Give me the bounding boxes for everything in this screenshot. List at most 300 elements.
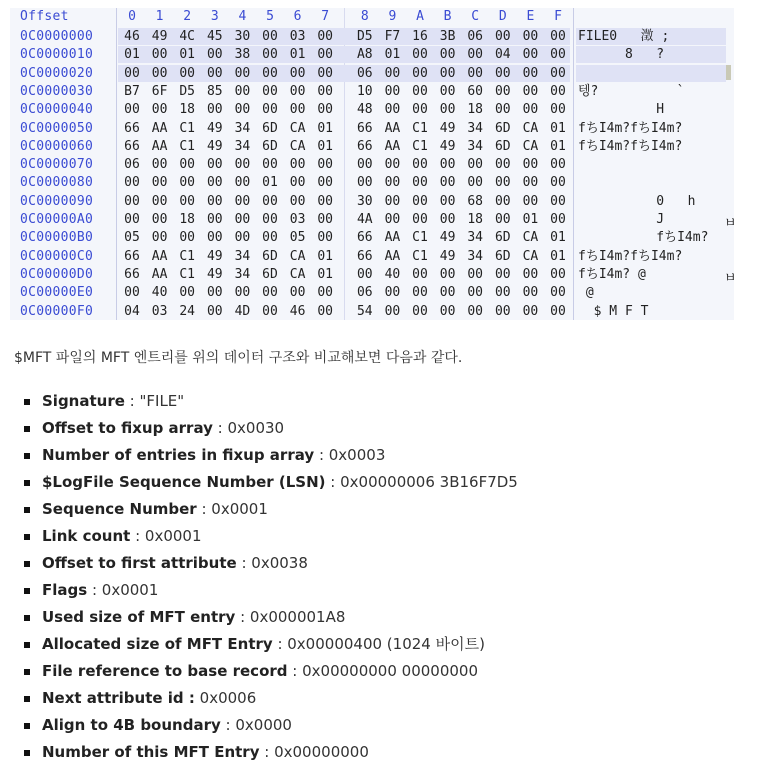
hex-byte[interactable]: 00 — [289, 102, 306, 118]
hex-byte[interactable]: CA — [522, 230, 539, 246]
hex-byte[interactable]: 6D — [494, 248, 511, 264]
field-value: 0x000001A8 — [249, 608, 346, 626]
hex-byte[interactable]: 06 — [467, 29, 484, 44]
hex-byte[interactable]: 00 — [439, 266, 456, 282]
hex-byte[interactable]: 66 — [124, 120, 140, 136]
hex-byte[interactable]: 16 — [412, 29, 428, 44]
hex-byte[interactable]: 00 — [262, 303, 278, 319]
hex-byte[interactable]: 00 — [262, 212, 278, 227]
field-value: "FILE" — [139, 392, 185, 410]
hex-byte[interactable]: 6D — [262, 266, 278, 282]
hex-row[interactable] — [10, 46, 734, 64]
hex-byte[interactable]: 00 — [522, 157, 539, 173]
hex-byte[interactable]: 01 — [317, 266, 334, 282]
field-separator: : — [272, 635, 288, 653]
hex-byte[interactable]: 00 — [467, 303, 484, 319]
hex-byte[interactable]: 00 — [151, 47, 168, 63]
hex-byte[interactable]: 00 — [234, 157, 251, 173]
hex-byte[interactable]: 18 — [467, 212, 484, 227]
hex-byte[interactable]: 00 — [124, 65, 140, 81]
hex-byte[interactable]: 6D — [494, 120, 511, 136]
field-separator: : — [124, 392, 140, 410]
hex-byte[interactable]: 49 — [206, 138, 223, 154]
row-offset: 0C0000080 — [20, 175, 94, 191]
hex-byte[interactable]: 00 — [550, 266, 566, 282]
ascii-text: fちI4m? @ — [578, 266, 646, 282]
hex-byte[interactable]: 00 — [206, 157, 223, 173]
hex-byte[interactable]: 00 — [234, 102, 251, 118]
hex-row[interactable] — [10, 28, 734, 46]
hex-byte[interactable]: 00 — [262, 83, 278, 99]
hex-byte[interactable]: 00 — [550, 83, 566, 99]
hex-byte[interactable]: 00 — [439, 175, 456, 191]
hex-byte[interactable]: 34 — [467, 138, 484, 154]
hex-byte[interactable]: 00 — [439, 212, 456, 227]
hex-byte[interactable]: 00 — [206, 212, 223, 227]
hex-byte[interactable]: 10 — [356, 83, 373, 99]
field-value: 0x00000006 3B16F7D5 — [340, 473, 518, 491]
hex-byte[interactable]: 00 — [522, 175, 539, 191]
hex-byte[interactable]: 00 — [384, 212, 401, 227]
field-item — [0, 550, 518, 577]
hex-byte[interactable]: 01 — [289, 47, 306, 63]
hex-byte[interactable]: 30 — [234, 29, 251, 44]
hex-byte[interactable]: 01 — [550, 138, 566, 154]
hex-byte[interactable]: 00 — [234, 285, 251, 301]
hex-byte[interactable]: 00 — [317, 285, 334, 301]
hex-byte[interactable]: 00 — [356, 266, 373, 282]
hex-byte[interactable]: 00 — [550, 303, 566, 319]
hex-byte[interactable]: 46 — [124, 29, 140, 44]
hex-byte[interactable]: 00 — [206, 303, 223, 319]
hex-byte[interactable]: 00 — [467, 175, 484, 191]
hex-byte[interactable]: 49 — [206, 266, 223, 282]
hex-byte[interactable]: 66 — [124, 266, 140, 282]
hex-byte[interactable]: 00 — [439, 102, 456, 118]
hex-byte[interactable]: 66 — [356, 248, 373, 264]
hex-byte[interactable]: 00 — [262, 47, 278, 63]
hex-byte[interactable]: 66 — [356, 138, 373, 154]
hex-byte[interactable]: 00 — [384, 83, 401, 99]
hex-byte[interactable]: 00 — [384, 175, 401, 191]
hex-byte[interactable]: 00 — [317, 47, 334, 63]
hex-byte[interactable]: 00 — [412, 102, 428, 118]
hex-byte[interactable]: 54 — [356, 303, 373, 319]
hex-byte[interactable]: 00 — [206, 285, 223, 301]
hex-byte[interactable]: 00 — [151, 157, 168, 173]
field-item — [0, 523, 518, 550]
hex-byte[interactable]: 00 — [412, 193, 428, 209]
hex-byte[interactable]: 06 — [356, 65, 373, 81]
hex-byte[interactable]: 49 — [206, 120, 223, 136]
hex-byte[interactable]: AA — [151, 120, 168, 136]
hex-byte[interactable]: 00 — [550, 65, 566, 81]
column-header-A: A — [416, 9, 424, 24]
row-offset: 0C00000E0 — [20, 285, 94, 301]
hex-byte[interactable]: 00 — [317, 157, 334, 173]
hex-byte[interactable]: 00 — [550, 193, 566, 209]
hex-byte[interactable]: 00 — [179, 175, 196, 191]
hex-byte[interactable]: 00 — [206, 193, 223, 209]
hex-byte[interactable]: AA — [151, 248, 168, 264]
hex-byte[interactable]: 00 — [550, 212, 566, 227]
hex-byte[interactable]: 00 — [550, 102, 566, 118]
hex-byte[interactable]: 00 — [522, 47, 539, 63]
hex-byte[interactable]: 6D — [494, 230, 511, 246]
ascii-text: fちI4m?fちI4m? — [578, 138, 683, 154]
hex-byte[interactable]: 00 — [412, 157, 428, 173]
hex-byte[interactable]: 00 — [439, 285, 456, 301]
hex-byte[interactable]: 6D — [494, 138, 511, 154]
hex-byte[interactable]: 00 — [317, 29, 334, 44]
hex-byte[interactable]: 00 — [289, 285, 306, 301]
hex-byte[interactable]: 4C — [179, 29, 196, 44]
hex-row[interactable] — [10, 303, 734, 321]
hex-byte[interactable]: 00 — [317, 102, 334, 118]
hex-byte[interactable]: 00 — [151, 212, 168, 227]
hex-byte[interactable]: 00 — [234, 65, 251, 81]
hex-byte[interactable]: 00 — [289, 193, 306, 209]
hex-byte[interactable]: 03 — [151, 303, 168, 319]
hex-byte[interactable]: 00 — [317, 193, 334, 209]
hex-byte[interactable]: 34 — [234, 266, 251, 282]
ascii-text: @ — [578, 285, 594, 301]
hex-byte[interactable]: 34 — [467, 248, 484, 264]
field-value: 0x00000000 — [274, 743, 369, 761]
hex-byte[interactable]: 00 — [317, 212, 334, 227]
hex-byte[interactable]: C1 — [412, 120, 428, 136]
hex-viewer — [10, 8, 737, 320]
hex-byte[interactable]: 00 — [522, 65, 539, 81]
hex-byte[interactable]: 00 — [317, 303, 334, 319]
hex-byte[interactable]: 00 — [124, 193, 140, 209]
hex-byte[interactable]: 00 — [522, 83, 539, 99]
hex-byte[interactable]: 00 — [439, 193, 456, 209]
hex-row[interactable] — [10, 65, 734, 83]
hex-byte[interactable]: 30 — [356, 193, 373, 209]
hex-row[interactable] — [10, 193, 734, 211]
hex-byte[interactable]: C1 — [179, 120, 196, 136]
column-header-6: 6 — [293, 9, 302, 24]
hex-byte[interactable]: 01 — [317, 120, 334, 136]
hex-byte[interactable]: 00 — [206, 230, 223, 246]
hex-byte[interactable]: 34 — [234, 248, 251, 264]
hex-byte[interactable]: 18 — [179, 102, 196, 118]
hex-byte[interactable]: 34 — [234, 138, 251, 154]
hex-byte[interactable]: 00 — [179, 230, 196, 246]
hex-byte[interactable]: 00 — [206, 102, 223, 118]
hex-byte[interactable]: 00 — [522, 285, 539, 301]
hex-byte[interactable]: 34 — [467, 230, 484, 246]
hex-row[interactable] — [10, 248, 734, 266]
hex-byte[interactable]: 00 — [179, 285, 196, 301]
row-offset: 0C0000060 — [20, 138, 94, 154]
hex-byte[interactable]: 01 — [179, 47, 196, 63]
hex-byte[interactable]: 48 — [356, 102, 373, 118]
hex-byte[interactable]: CA — [289, 138, 306, 154]
hex-byte[interactable]: 49 — [439, 138, 456, 154]
hex-row[interactable] — [10, 284, 734, 302]
field-item — [0, 658, 518, 685]
hex-byte[interactable]: 01 — [262, 175, 278, 191]
hex-byte[interactable]: 00 — [494, 102, 511, 118]
hex-byte[interactable]: 60 — [467, 83, 484, 99]
hex-byte[interactable]: 00 — [439, 47, 456, 63]
hex-byte[interactable]: 00 — [317, 175, 334, 191]
hex-byte[interactable]: 01 — [124, 47, 140, 63]
hex-byte[interactable]: 00 — [494, 157, 511, 173]
hex-byte[interactable]: 00 — [412, 83, 428, 99]
hex-byte[interactable]: C1 — [179, 266, 196, 282]
hex-row[interactable] — [10, 211, 734, 229]
hex-byte[interactable]: A8 — [356, 47, 373, 63]
hex-byte[interactable]: D5 — [179, 83, 196, 99]
hex-byte[interactable]: 01 — [550, 120, 566, 136]
hex-byte[interactable]: 00 — [124, 175, 140, 191]
hex-byte[interactable]: 00 — [412, 266, 428, 282]
hex-byte[interactable]: 00 — [384, 285, 401, 301]
hex-byte[interactable]: 00 — [494, 83, 511, 99]
hex-byte[interactable]: 00 — [262, 157, 278, 173]
hex-byte[interactable]: 00 — [412, 303, 428, 319]
hex-byte[interactable]: CA — [522, 248, 539, 264]
hex-byte[interactable]: 00 — [234, 193, 251, 209]
hex-byte[interactable]: B7 — [124, 83, 140, 99]
hex-byte[interactable]: AA — [151, 138, 168, 154]
hex-byte[interactable]: 00 — [467, 157, 484, 173]
hex-byte[interactable]: 40 — [151, 285, 168, 301]
hex-byte[interactable]: CA — [522, 138, 539, 154]
hex-row[interactable] — [10, 138, 734, 156]
hex-byte[interactable]: C1 — [179, 248, 196, 264]
hex-byte[interactable]: 00 — [151, 175, 168, 191]
hex-byte[interactable]: F7 — [384, 29, 401, 44]
hex-byte[interactable]: 00 — [467, 285, 484, 301]
hex-byte[interactable]: 00 — [262, 285, 278, 301]
hex-byte[interactable]: 00 — [356, 157, 373, 173]
hex-byte[interactable]: 00 — [151, 65, 168, 81]
hex-byte[interactable]: 34 — [467, 120, 484, 136]
hex-row[interactable] — [10, 229, 734, 247]
hex-byte[interactable]: 00 — [179, 193, 196, 209]
hex-byte[interactable]: D5 — [356, 29, 373, 44]
hex-byte[interactable]: 49 — [151, 29, 168, 44]
hex-byte[interactable]: 00 — [289, 65, 306, 81]
hex-byte[interactable]: 00 — [234, 175, 251, 191]
hex-row[interactable] — [10, 156, 734, 174]
hex-byte[interactable]: 40 — [384, 266, 401, 282]
hex-byte[interactable]: 00 — [179, 157, 196, 173]
hex-byte[interactable]: 00 — [494, 175, 511, 191]
hex-byte[interactable]: 00 — [317, 65, 334, 81]
hex-byte[interactable]: 00 — [522, 266, 539, 282]
hex-row[interactable] — [10, 83, 734, 101]
hex-byte[interactable]: 00 — [384, 303, 401, 319]
field-name: Flags — [42, 581, 88, 599]
hex-byte[interactable]: 00 — [439, 157, 456, 173]
hex-byte[interactable]: 00 — [467, 47, 484, 63]
hex-byte[interactable]: 00 — [124, 102, 140, 118]
hex-byte[interactable]: 04 — [494, 47, 511, 63]
hex-byte[interactable]: 03 — [289, 29, 306, 44]
hex-byte[interactable]: CA — [522, 120, 539, 136]
hex-byte[interactable]: 45 — [206, 29, 223, 44]
hex-byte[interactable]: AA — [151, 266, 168, 282]
hex-byte[interactable]: 03 — [289, 212, 306, 227]
hex-byte[interactable]: 00 — [234, 83, 251, 99]
hex-byte[interactable]: AA — [384, 120, 401, 136]
hex-byte[interactable]: AA — [384, 230, 401, 246]
hex-byte[interactable]: 38 — [234, 47, 251, 63]
hex-byte[interactable]: 00 — [412, 212, 428, 227]
hex-byte[interactable]: 00 — [550, 29, 566, 44]
hex-byte[interactable]: C1 — [412, 138, 428, 154]
hex-byte[interactable]: 00 — [124, 285, 140, 301]
hex-byte[interactable]: 00 — [262, 193, 278, 209]
column-header-E: E — [526, 9, 535, 24]
hex-byte[interactable]: 06 — [356, 285, 373, 301]
hex-row[interactable] — [10, 120, 734, 138]
hex-byte[interactable]: 00 — [151, 193, 168, 209]
hex-byte[interactable]: 4A — [356, 212, 373, 227]
hex-byte[interactable]: 00 — [494, 266, 511, 282]
hex-byte[interactable]: 00 — [151, 230, 168, 246]
hex-byte[interactable]: 85 — [206, 83, 223, 99]
hex-byte[interactable]: 00 — [522, 29, 539, 44]
hex-byte[interactable]: 01 — [317, 248, 334, 264]
hex-byte[interactable]: 00 — [412, 285, 428, 301]
hex-byte[interactable]: 49 — [439, 248, 456, 264]
hex-byte[interactable]: 00 — [124, 212, 140, 227]
hex-byte[interactable]: 01 — [550, 248, 566, 264]
hex-byte[interactable]: CA — [289, 248, 306, 264]
field-separator: : — [87, 581, 102, 599]
hex-byte[interactable]: C1 — [179, 138, 196, 154]
hex-byte[interactable]: 00 — [522, 303, 539, 319]
hex-byte[interactable]: 00 — [234, 230, 251, 246]
hex-byte[interactable]: 05 — [289, 230, 306, 246]
hex-byte[interactable]: 18 — [467, 102, 484, 118]
hex-byte[interactable]: 00 — [289, 157, 306, 173]
hex-byte[interactable]: 00 — [262, 29, 278, 44]
hex-byte[interactable]: 66 — [124, 248, 140, 264]
hex-byte[interactable]: 00 — [494, 212, 511, 227]
hex-byte[interactable]: 00 — [356, 175, 373, 191]
hex-byte[interactable]: 00 — [289, 175, 306, 191]
hex-byte[interactable]: 00 — [317, 83, 334, 99]
hex-byte[interactable]: 00 — [289, 83, 306, 99]
hex-row[interactable] — [10, 101, 734, 119]
hex-byte[interactable]: C1 — [412, 248, 428, 264]
hex-byte[interactable]: 00 — [384, 157, 401, 173]
hex-byte[interactable]: 00 — [550, 285, 566, 301]
hex-byte[interactable]: 01 — [522, 212, 539, 227]
hex-byte[interactable]: 06 — [124, 157, 140, 173]
hex-byte[interactable]: 00 — [151, 102, 168, 118]
hex-byte[interactable]: 01 — [550, 230, 566, 246]
field-name: Signature — [42, 392, 125, 410]
field-value: 0x0003 — [328, 446, 386, 464]
hex-byte[interactable]: 24 — [179, 303, 196, 319]
hex-byte[interactable]: 00 — [494, 285, 511, 301]
hex-byte[interactable]: 00 — [494, 65, 511, 81]
hex-byte[interactable]: AA — [384, 248, 401, 264]
hex-byte[interactable]: 00 — [522, 102, 539, 118]
hex-byte[interactable]: 00 — [522, 193, 539, 209]
hex-row[interactable] — [10, 174, 734, 192]
hex-byte[interactable]: 66 — [356, 120, 373, 136]
hex-byte[interactable]: 00 — [206, 65, 223, 81]
hex-byte[interactable]: 00 — [262, 65, 278, 81]
field-name: Number of entries in fixup array — [42, 446, 315, 464]
hex-byte[interactable]: C1 — [412, 230, 428, 246]
hex-byte[interactable]: 00 — [467, 65, 484, 81]
hex-byte[interactable]: 68 — [467, 193, 484, 209]
hex-byte[interactable]: 6F — [151, 83, 168, 99]
field-separator: : — [212, 419, 228, 437]
hex-byte[interactable]: 01 — [384, 47, 401, 63]
hex-byte[interactable]: AA — [384, 138, 401, 154]
hex-byte[interactable]: 00 — [206, 47, 223, 63]
field-name: Offset to first attribute — [42, 554, 237, 572]
hex-byte[interactable]: 01 — [317, 138, 334, 154]
hex-byte[interactable]: 00 — [494, 193, 511, 209]
hex-byte[interactable]: CA — [289, 266, 306, 282]
hex-row[interactable] — [10, 266, 734, 284]
hex-byte[interactable]: 49 — [439, 120, 456, 136]
hex-byte[interactable]: 00 — [550, 157, 566, 173]
row-offset: 0C00000B0 — [20, 230, 94, 246]
hex-byte[interactable]: 00 — [384, 65, 401, 81]
hex-byte[interactable]: 46 — [289, 303, 306, 319]
hex-byte[interactable]: 00 — [317, 230, 334, 246]
hex-byte[interactable]: 49 — [439, 230, 456, 246]
hex-byte[interactable]: 00 — [550, 175, 566, 191]
hex-byte[interactable]: 00 — [412, 65, 428, 81]
hex-byte[interactable]: 00 — [467, 266, 484, 282]
hex-byte[interactable]: 00 — [494, 29, 511, 44]
hex-byte[interactable]: 6D — [262, 120, 278, 136]
hex-byte[interactable]: 00 — [439, 303, 456, 319]
hex-byte[interactable]: 4D — [234, 303, 251, 319]
hex-byte[interactable]: 00 — [412, 175, 428, 191]
hex-byte[interactable]: 00 — [179, 65, 196, 81]
hex-byte[interactable]: 66 — [124, 138, 140, 154]
hex-byte[interactable]: CA — [289, 120, 306, 136]
hex-byte[interactable]: 00 — [234, 212, 251, 227]
hex-byte[interactable]: 00 — [412, 47, 428, 63]
hex-byte[interactable]: 49 — [206, 248, 223, 264]
hex-byte[interactable]: 00 — [439, 65, 456, 81]
hex-byte[interactable]: 34 — [234, 120, 251, 136]
hex-byte[interactable]: 00 — [206, 175, 223, 191]
hex-byte[interactable]: 3B — [439, 29, 456, 44]
column-header-D: D — [498, 9, 507, 24]
hex-byte[interactable]: 00 — [384, 102, 401, 118]
hex-byte[interactable]: 05 — [124, 230, 140, 246]
hex-byte[interactable]: 6D — [262, 138, 278, 154]
hex-byte[interactable]: 00 — [550, 47, 566, 63]
hex-byte[interactable]: 00 — [384, 193, 401, 209]
hex-byte[interactable]: 00 — [494, 303, 511, 319]
hex-byte[interactable]: 00 — [439, 83, 456, 99]
hex-byte[interactable]: 00 — [262, 102, 278, 118]
hex-byte[interactable]: 18 — [179, 212, 196, 227]
hex-byte[interactable]: 66 — [356, 230, 373, 246]
hex-byte[interactable]: 00 — [262, 230, 278, 246]
hex-byte[interactable]: 04 — [124, 303, 140, 319]
hex-byte[interactable]: 6D — [262, 248, 278, 264]
